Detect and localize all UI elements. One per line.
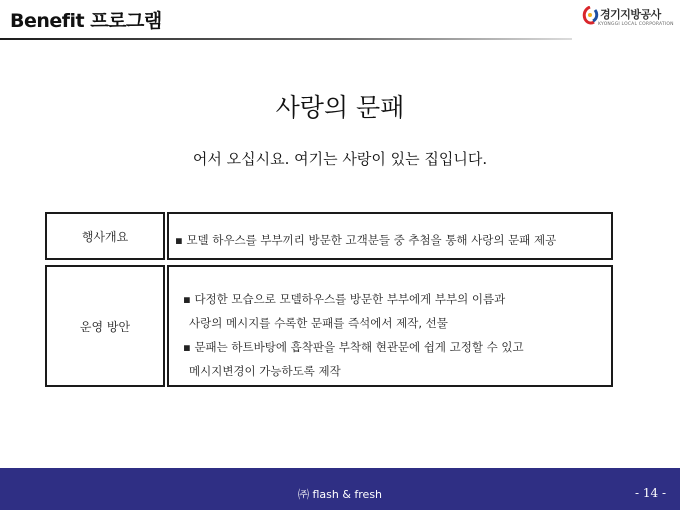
page-number: - 14 - bbox=[634, 486, 666, 500]
logo-subtitle: KYONGGI LOCAL CORPORATION bbox=[598, 22, 674, 27]
page-subtitle: 어서 오십시요. 여기는 사랑이 있는 집입니다. bbox=[192, 150, 488, 168]
row-content-overview bbox=[167, 212, 613, 260]
operation-line-3: ▪ 문패는 하트바탕에 흡착판을 부착해 현관문에 쉽게 고정할 수 있고 bbox=[183, 340, 524, 354]
logo-name: 경기지방공사 bbox=[600, 8, 661, 21]
footer-company: ㈜ flash & fresh bbox=[297, 488, 383, 501]
operation-line-2: 사랑의 메시지를 수록한 문패를 즉석에서 제작, 선물 bbox=[189, 316, 448, 330]
row-label-text: 행사개요 bbox=[81, 229, 129, 244]
operation-line-1: ▪ 다정한 모습으로 모델하우스를 방문한 부부에게 부부의 이름과 bbox=[183, 292, 506, 306]
page-title: 사랑의 문패 bbox=[275, 93, 405, 122]
operation-line-4: 메시지변경이 가능하도록 제작 bbox=[189, 364, 341, 378]
header bbox=[0, 0, 680, 38]
header-title: Benefit 프로그램 bbox=[10, 10, 162, 32]
row-label-text: 운영 방안 bbox=[79, 319, 131, 334]
header-divider bbox=[0, 38, 572, 40]
company-logo bbox=[575, 4, 675, 38]
row-content-operation bbox=[167, 265, 613, 387]
logo-mark-icon bbox=[581, 6, 599, 26]
overview-text: ▪ 모델 하우스를 부부끼리 방문한 고객분들 중 추첨을 통해 사랑의 문패 제공 bbox=[175, 233, 557, 247]
row-label-overview bbox=[45, 212, 165, 260]
footer bbox=[0, 468, 680, 510]
row-label-operation bbox=[45, 265, 165, 387]
